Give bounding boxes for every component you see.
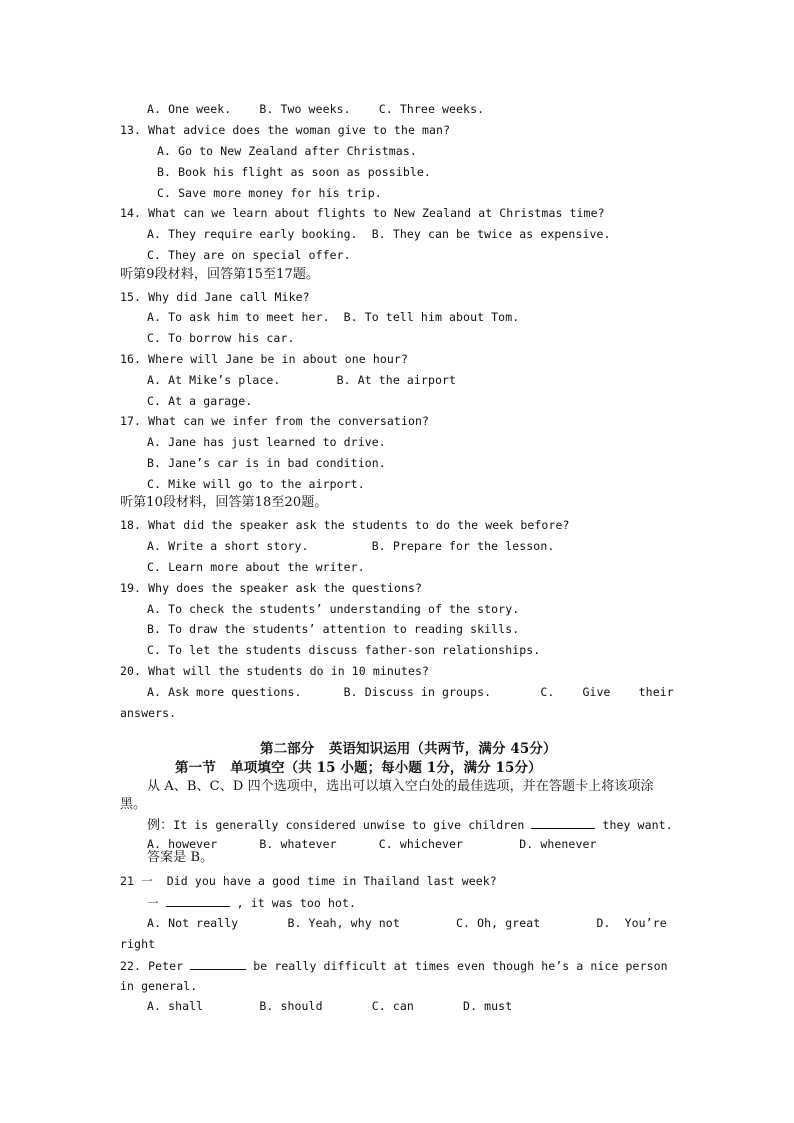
q22-options: A. shall B. should C. can D. must [147,999,513,1013]
q16-option-c: C. At a garage. [147,394,253,408]
q19-stem: 19. Why does the speaker ask the questions? [120,581,423,595]
q16-options-ab: A. At Mike’s place. B. At the airport [147,373,457,387]
q17-option-c: C. Mike will go to the airport. [147,477,365,491]
example-text-before-blank: It is generally considered unwise to give children [173,818,532,832]
q14-option-c: C. They are on special offer. [147,248,351,262]
example-text-after-blank: they want. [595,818,673,832]
example-options: A. however B. whatever C. whichever D. whenever [147,837,597,851]
q14-stem: 14. What can we learn about flights to New Zealand at Christmas time? [120,206,605,220]
example-sentence [147,817,673,833]
q13-option-c: C. Save more money for his trip. [157,186,382,200]
q13-option-a: A. Go to New Zealand after Christmas. [157,144,417,158]
q21-options-continued: right [120,937,156,951]
q22-text-before-blank: 22. Peter [120,959,191,973]
q17-option-b: B. Jane’s car is in bad condition. [147,456,386,470]
q21-answer-blank [166,895,230,907]
q13-stem: 13. What advice does the woman give to the man? [120,123,451,137]
example-label: 例： [147,818,174,833]
q12-options: A. One week. B. Two weeks. C. Three weeks. [147,102,485,116]
q17-option-a: A. Jane has just learned to drive. [147,435,386,449]
q18-stem: 18. What did the speaker ask the students to do the week before? [120,518,570,532]
part-2-section-1-title: 第一节 单项填空（共 15 小题；每小题 1分，满分 15分） [175,760,542,776]
q21-dash: 一 [147,896,166,910]
q19-option-b: B. To draw the students’ attention to reading skills. [147,622,520,636]
part-2-instruction-line-1: 从 A、B、C、D 四个选项中，选出可以填入空白处的最佳选项，并在答题卡上将该项涂 [147,779,654,794]
q17-stem: 17. What can we infer from the conversation? [120,414,430,428]
part-2-instruction-line-2: 黑。 [120,797,147,812]
example-answer-blank [531,817,595,829]
q18-options-ab: A. Write a short story. B. Prepare for the lesson. [147,539,555,553]
q15-stem: 15. Why did Jane call Mike? [120,290,310,304]
example-answer: 答案是 B。 [147,850,214,865]
q13-option-b: B. Book his flight as soon as possible. [157,165,431,179]
q21-line-1: 21 一 Did you have a good time in Thailand last week? [120,874,497,888]
section-10-instruction: 听第10段材料，回答第18至20题。 [120,495,328,510]
q22-stem-continued: in general. [120,979,198,993]
q16-stem: 16. Where will Jane be in about one hour? [120,352,408,366]
q19-option-a: A. To check the students’ understanding of the story. [147,602,520,616]
q21-line-2 [147,895,356,910]
q15-options-ab: A. To ask him to meet her. B. To tell him about Tom. [147,310,520,324]
q22-answer-blank [190,958,246,970]
q21-text-after-blank: , it was too hot. [229,896,357,910]
q15-option-c: C. To borrow his car. [147,331,295,345]
q14-options-ab: A. They require early booking. B. They can be twice as expensive. [147,227,611,241]
q20-stem: 20. What will the students do in 10 minutes? [120,664,430,678]
q19-option-c: C. To let the students discuss father-son relationships. [147,643,541,657]
q20-options-continued: answers. [120,706,177,720]
q20-options: A. Ask more questions. B. Discuss in groups. C. Give their [147,685,674,699]
q22-stem [120,958,668,973]
section-9-instruction: 听第9段材料，回答第15至17题。 [120,267,320,282]
q18-option-c: C. Learn more about the writer. [147,560,365,574]
q21-options: A. Not really B. Yeah, why not C. Oh, great D. You’re [147,916,667,930]
part-2-title: 第二部分 英语知识运用（共两节，满分 45分） [260,741,557,757]
q22-text-after-blank: be really difficult at times even though he’s a nice person [246,959,668,973]
